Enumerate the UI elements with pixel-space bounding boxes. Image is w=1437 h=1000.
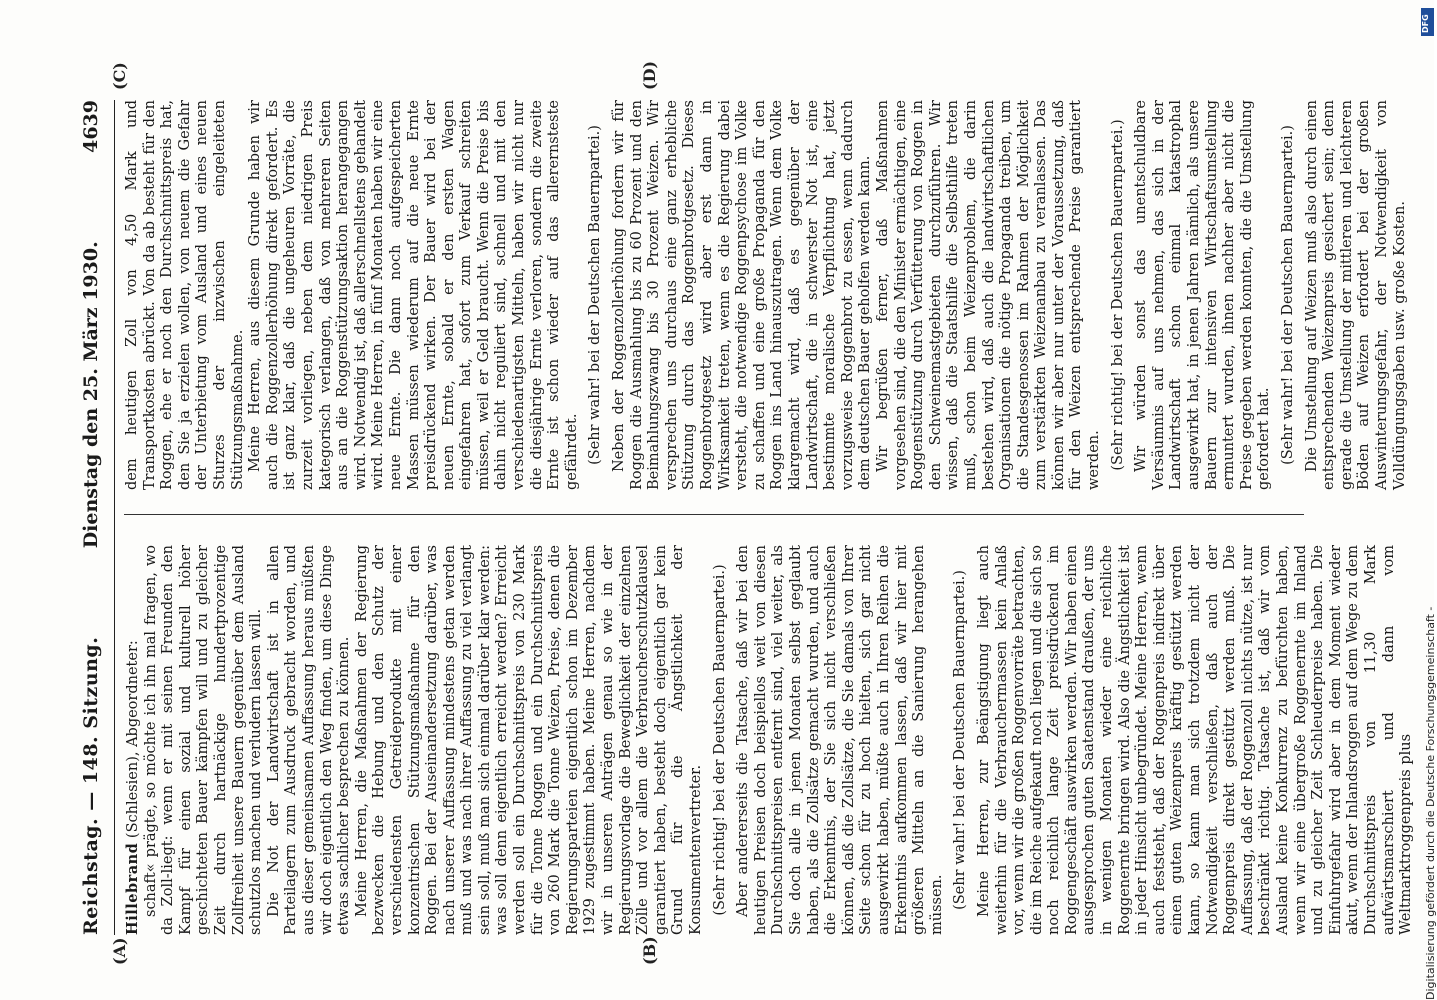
paragraph: Meine Herren, zur Beängstigung liegt auch weiterhin für die Verbrauchermassen kein Anlaß vor, wenn wir die großen Roggenvorräte betrachten, die im Reiche aufgekauft noch liegen und die sich so noch reichlich lange Zeit preisdrückend im Roggengeschäft auswirken werden. Wir haben einen ausgesprochen guten Saatenstand draußen, der uns in wenigen Monaten wieder eine reichliche Roggenernte bringen wird. Also die Ängstlichkeit ist in jeder Hinsicht unbegründet. Meine Herren, wenn auch feststeht, daß der Roggenpreis indirekt über einen guten Weizenpreis kräftig gestützt werden kann, so kann man sich trotzdem nicht der Notwendigkeit verschließen, daß auch der Roggenpreis direkt gestützt werden muß. Die Auffassung, daß der Roggenzoll nichts nütze, ist nur beschränkt richtig. Tatsache ist, daß wir vom Ausland keine Konkurrenz zu befürchten haben, wenn wir eine übergroße Roggenernte im Inland und zu gleicher Zeit Schleuderpreise haben. Die Einfuhrgefahr wird aber in dem Moment wieder akut, wenn der Inlandsroggen auf dem Wege zu dem Durchschnittspreis von 11,30 Mark aufwärtsmarschiert und dann vom Weltmarktroggenpreis plus [975,545,1415,935]
margin-marker-b: (B) [640,936,659,965]
digitization-credit: Digitalisierung gefördert durch die Deutsche Forschungsgemeinschaft - [1424,606,1437,1000]
speaker-suffix: (Schlesien), Abgeordneter: [125,640,141,839]
interjection: (Sehr richtig! bei der Deutschen Bauernpartei.) [1109,119,1126,471]
header-left: Reichstag. — 148. Sitzung. [80,636,102,935]
paragraph: Wir würden sonst das unentschuldbare Versäumnis auf uns nehmen, das sich in der Landwirtschaft schon einmal katastrophal ausgewirkt hat, in jenen Jahren nämlich, als unsere Bauern zur intensiven Wirtschaftsumstellung ermuntert wurden, ihnen nachher aber nicht die Preise gegeben werden konnten, die die Umstellung gefordert hat. [1133,100,1273,490]
header-date: Dienstag den 25. März 1930. [80,241,102,549]
rotated-document [80,60,1415,965]
interjection: (Sehr wahr! bei der Deutschen Bauernpartei.) [587,125,604,465]
paragraph: Die Not der Landwirtschaft ist in allen Parteilagern zum Ausdruck gebracht worden, und aus dieser gemeinsamen Auffassung heraus müßten wir doch eigentlich den Weg finden, um diese Dinge etwas sachlicher besprechen zu können. [265,545,353,935]
right-column [124,100,1409,490]
paragraph: dem heutigen Zoll von 4,50 Mark und Transportkosten abrückt. Von da ab besteht für den Roggen, ehe er noch den Durchschnittspreis hat, den Sie ja erzielen wollen, von neuem die Gefahr der Unterbietung vom Ausland und eines neuen Sturzes der inzwischen eingeleiteten Stützungsmaßnahme. [124,100,246,490]
paragraph: schaft« prägte, so möchte ich ihn mal fragen, wo da Zoll-liegt: wenn er mit seinen Freunden den Kampf für einen sozial und kulturell höher geschichteten Bauer kämpfen will und zu gleicher Zeit durch hartnäckige hundertprozentige Zollfreiheit unsere Bauern gegenüber dem Ausland schutzlos machen und verludern lassen will. [142,545,265,935]
paragraph: Aber andererseits die Tatsache, daß wir bei den heutigen Preisen doch beispiellos weit von diesen Durchschnittspreisen entfernt sind, viel weiter, als Sie doch alle in jenen Monaten selbst geglaubt haben, als die Zollsätze gemacht wurden, und auch die Erkenntnis, der Sie sich nicht verschließen können, daß die Zollsätze, die Sie damals von Ihrer Seite schon für zu hoch hielten, sich gar nicht ausgewirkt haben, müßte auch in Ihren Reihen die Erkenntnis aufkommen lassen, daß wir hier mit größeren Mitteln an die Sanierung herangehen müssen. [735,545,945,935]
interjection: (Sehr richtig! bei der Deutschen Bauernpartei.) [711,564,728,916]
interjection: (Sehr wahr! bei der Deutschen Bauernpartei.) [1280,125,1296,465]
dfg-logo-icon: DFG [1421,8,1434,36]
left-column [124,545,1416,935]
speaker-line [124,545,143,935]
interjection: (Sehr wahr! bei der Deutschen Bauernpartei.) [952,570,969,910]
page-header [80,100,115,935]
paragraph: Die Umstellung auf Weizen muß also durch einen entsprechenden Weizenpreis gesichert sein; denn gerade die Umstellung der mittleren und leichteren Böden auf Weizen erfordert bei der großen Auswinterungsgefahr, der Notwendigkeit von Volldüngungsgaben usw. große Kosten. [1303,100,1408,490]
margin-marker-d: (D) [640,60,659,90]
page-number: 4639 [80,100,102,153]
column-divider [124,514,1304,515]
margin-marker-c: (C) [110,62,129,90]
margin-marker-a: (A) [110,937,129,965]
paragraph: Neben der Roggenzollerhöhung fordern wir für Roggen die Ausmahlung bis zu 60 Prozent und den Beimahlungszwang bis 30 Prozent Weizen. Wir versprechen uns durchaus eine ganz erhebliche Stützung durch das Roggenbrotgesetz. Dieses Roggenbrotgesetz wird aber erst dann in Wirksamkeit treten, wenn es die Regierung dabei versteht, die notwendige Roggenpsychose im Volke zu schaffen und eine große Propaganda für den Roggen ins Land hinauszutragen. Wenn dem Volke klargemacht wird, daß es gegenüber der Landwirtschaft, die in schwerster Not ist, eine bestimmte moralische Verpflichtung hat, jetzt vorzugsweise Roggenbrot zu essen, wenn dadurch dem deutschen Bauer geholfen werden kann. [611,100,874,490]
speaker-name: Hillebrand [124,842,141,935]
paragraph: Wir begrüßen ferner, daß Maßnahmen vorgesehen sind, die den Minister ermächtigen, eine Roggenstützung durch Verfütterung von Roggen in den Schweinemastgebieten durchzuführen. Wir wissen, daß die Staatshilfe die Selbsthilfe treten muß, schon beim Weizenproblem, die darin bestehen wird, daß auch die landwirtschaftlichen Organisationen die nötige Propaganda treiben, um die Standesgenossen im Rahmen der Möglichkeit zum verstärkten Weizenanbau zu veranlassen. Das können wir aber nur unter der Voraussetzung, daß für den Weizen entsprechende Preise garantiert werden. [874,100,1103,490]
paragraph: Meine Herren, die Maßnahmen der Regierung bezwecken die Hebung und den Schutz der verschiedensten Getreideprodukte mit einer konzentrischen Stützungsmaßnahme für den Roggen. Bei der Auseinandersetzung darüber, was nach unserer Auffassung mindestens getan werden muß und was nach ihrer Auffassung zu viel verlangt sein soll, muß man sich einmal darüber klar werden: was soll denn eigentlich erreicht werden? Erreicht werden soll ein Durchschnittspreis von 230 Mark für die Tonne Roggen und ein Durchschnittspreis von 260 Mark die Tonne Weizen, Preise, denen die Regierungsparteien eigentlich schon im Dezember 1929 zugestimmt haben. Meine Herren, nachdem wir in unseren Anträgen genau so wie in der Regierungsvorlage die Beweglichkeit der einzelnen Zölle und vor allem die Verbraucherschutzklausel garantiert haben, besteht doch eigentlich gar kein Grund für die Ängstlichkeit der Konsumentenvertreter. [353,545,704,935]
paragraph: Meine Herren, aus diesem Grunde haben wir auch die Roggenzollerhöhung direkt gefordert. Es ist ganz klar, daß die ungeheuren Vorräte, die zurzeit vorliegen, neben dem niedrigen Preis kategorisch verlangen, daß von mehreren Seiten aus an die Roggenstützungsaktion herangegangen wird. Notwendig ist, daß allerschnellstens gehandelt wird. Meine Herren, in fünf Monaten haben wir eine neue Ernte. Die dann noch aufgespeicherten Massen müssen wiederum auf die neue Ernte preisdrückend wirken. Der Bauer wird bei der neuen Ernte, sobald er den ersten Wagen eingefahren hat, sofort zum Verkauf schreiten müssen, weil er Geld braucht. Wenn die Preise bis dahin nicht reguliert sind, schnell und mit den verschiedenartigsten Mitteln, haben wir nicht nur die diesjährige Ernte verloren, sondern die zweite Ernte ist schon wieder auf das allerernsteste gefährdet. [247,100,580,490]
